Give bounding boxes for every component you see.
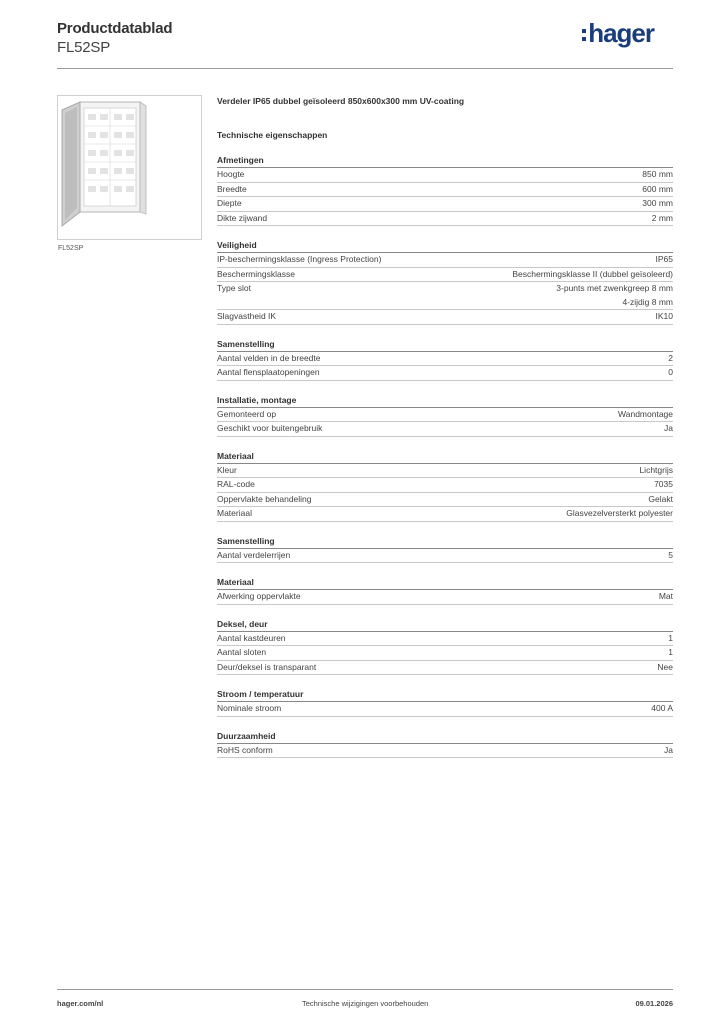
spec-row — [217, 702, 673, 717]
spec-value: 0 — [668, 367, 673, 377]
spec-value: Glasvezelversterkt polyester — [566, 508, 673, 518]
document-title: Productdatablad — [57, 20, 173, 37]
spec-row — [217, 352, 673, 367]
spec-value: Ja — [664, 744, 673, 755]
footer-date: 09.01.2026 — [635, 999, 673, 1008]
spec-label: Materiaal — [217, 508, 252, 518]
footer-website[interactable]: hager.com/nl — [57, 999, 104, 1008]
section-heading: Samenstelling — [217, 338, 673, 352]
spec-label: Aantal kastdeuren — [217, 632, 286, 643]
spec-label: Nominale stroom — [217, 703, 282, 713]
logo-dots-icon — [582, 29, 586, 41]
product-name: Verdeler IP65 dubbel geïsoleerd 850x600x300 mm UV-coating — [217, 96, 465, 106]
spec-row — [217, 253, 673, 268]
spec-value: 2 — [668, 352, 673, 363]
spec-label: Oppervlakte behandeling — [217, 493, 312, 504]
spec-content — [217, 95, 673, 758]
section-heading: Deksel, deur — [217, 618, 673, 632]
spec-label: Slagvastheid IK — [217, 311, 277, 321]
spec-row — [217, 549, 673, 564]
spec-sections — [217, 154, 673, 758]
spec-row — [217, 464, 673, 479]
footer-disclaimer: Technische wijzigingen voorbehouden — [302, 999, 429, 1008]
spec-row — [217, 632, 673, 647]
spec-row — [217, 268, 673, 283]
spec-row — [217, 507, 673, 522]
spec-row — [217, 590, 673, 605]
logo-text: hager — [588, 18, 654, 48]
spec-section — [217, 394, 673, 437]
spec-row — [217, 168, 673, 183]
section-heading: Afmetingen — [217, 154, 673, 168]
spec-row — [217, 183, 673, 198]
technical-properties-title: Technische eigenschappen — [217, 130, 328, 140]
spec-section — [217, 618, 673, 676]
spec-label: Hoogte — [217, 169, 245, 179]
spec-label: IP-beschermingsklasse (Ingress Protection) — [217, 254, 382, 264]
spec-row — [217, 493, 673, 508]
spec-value: IK10 — [655, 311, 673, 321]
spec-row — [217, 366, 673, 381]
section-heading: Samenstelling — [217, 535, 673, 549]
section-heading: Installatie, montage — [217, 394, 673, 408]
spec-value: Gelakt — [648, 493, 673, 504]
spec-row — [217, 661, 673, 676]
product-image — [57, 95, 202, 240]
spec-section — [217, 576, 673, 605]
spec-section — [217, 239, 673, 325]
spec-section — [217, 154, 673, 226]
spec-label: Breedte — [217, 183, 247, 194]
spec-section — [217, 450, 673, 522]
spec-value: Beschermingsklasse II (dubbel geïsoleerd) — [512, 268, 673, 279]
spec-row — [217, 282, 673, 310]
spec-value: 400 A — [651, 703, 673, 713]
spec-label: Aantal flensplaatopeningen — [217, 367, 320, 377]
spec-row — [217, 478, 673, 493]
image-caption: FL52SP — [58, 245, 84, 252]
spec-section — [217, 338, 673, 381]
spec-label: Aantal sloten — [217, 647, 267, 657]
spec-label: RAL-code — [217, 479, 255, 489]
section-heading: Duurzaamheid — [217, 730, 673, 744]
footer-divider — [57, 989, 673, 990]
spec-label: Diepte — [217, 198, 242, 208]
product-code: FL52SP — [57, 39, 110, 56]
cabinet-icon — [58, 96, 201, 239]
spec-value: 2 mm — [651, 212, 673, 223]
spec-value: 5 — [668, 549, 673, 560]
section-heading: Materiaal — [217, 450, 673, 464]
spec-row — [217, 646, 673, 661]
spec-row — [217, 197, 673, 212]
spec-value: Wandmontage — [618, 408, 673, 419]
spec-row — [217, 212, 673, 227]
spec-value: 1 — [668, 647, 673, 657]
spec-value: 7035 — [654, 479, 673, 489]
spec-value: Ja — [664, 423, 673, 433]
header-divider — [57, 68, 673, 69]
spec-label: Geschikt voor buitengebruik — [217, 423, 323, 433]
spec-section — [217, 688, 673, 717]
spec-row — [217, 744, 673, 759]
spec-row — [217, 422, 673, 437]
spec-label: Aantal velden in de breedte — [217, 352, 321, 363]
spec-label: Kleur — [217, 464, 237, 475]
spec-label: Dikte zijwand — [217, 212, 268, 223]
section-heading: Veiligheid — [217, 239, 673, 253]
spec-label: Aantal verdelerrijen — [217, 549, 291, 560]
hager-logo — [582, 18, 654, 49]
spec-section — [217, 730, 673, 759]
document-header — [57, 20, 172, 56]
spec-value: 300 mm — [642, 198, 673, 208]
spec-value: Mat — [658, 591, 673, 601]
spec-label: RoHS conform — [217, 744, 273, 755]
spec-section — [217, 535, 673, 564]
section-heading: Stroom / temperatuur — [217, 688, 673, 702]
section-heading: Materiaal — [217, 576, 673, 590]
spec-label: Deur/deksel is transparant — [217, 661, 317, 672]
spec-value: IP65 — [655, 254, 673, 264]
spec-label: Afwerking oppervlakte — [217, 591, 301, 601]
spec-row — [217, 310, 673, 325]
spec-label: Gemonteerd op — [217, 408, 277, 419]
spec-value: Lichtgrijs — [639, 464, 673, 475]
spec-value: 600 mm — [642, 183, 673, 194]
spec-row — [217, 408, 673, 423]
spec-value: 850 mm — [642, 169, 673, 179]
spec-value: 3-punts met zwenkgreep 8 mm 4-zijdig 8 mm — [556, 283, 673, 307]
spec-label: Type slot — [217, 283, 252, 293]
spec-label: Beschermingsklasse — [217, 268, 295, 279]
spec-value: 1 — [668, 632, 673, 643]
spec-value: Nee — [657, 661, 673, 672]
